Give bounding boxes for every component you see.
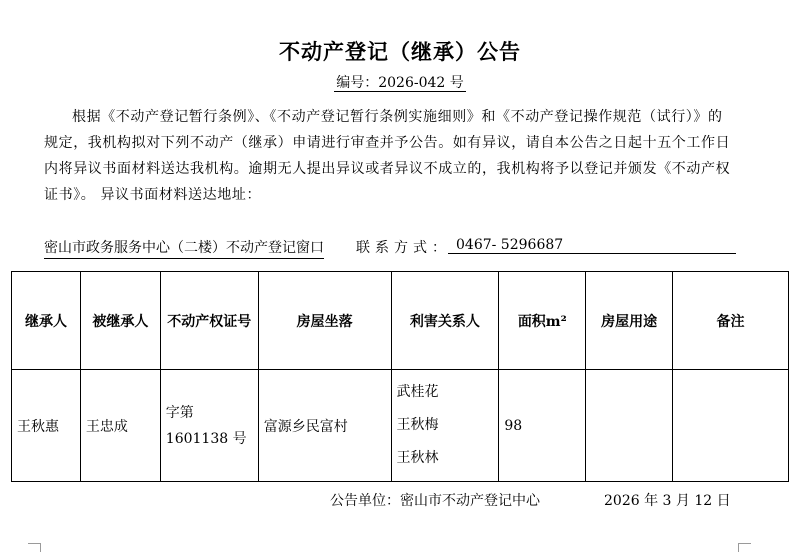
header-remark: 备注 (673, 272, 789, 370)
cell-heir: 王秋惠 (12, 370, 81, 482)
header-area: 面积m² (499, 272, 586, 370)
header-interested-parties: 利害关系人 (391, 272, 499, 370)
notice-paragraph: 根据《不动产登记暂行条例》、《不动产登记暂行条例实施细则》和《不动产登记操作规范（试行）》的规定，我机构拟对下列不动产（继承）申请进行审查并予公告。如有异议，请自本公告之日起十五个工作日内将异议书面材料送达我机构。逾期无人提出异议或者异议不成立的，我机构将予以登记并颁发《不动产权证书》。 异议书面材料送达地址： (44, 109, 731, 203)
contact-label: 联系方式： (356, 240, 451, 256)
address-line (44, 237, 734, 257)
serial-number: 编号：2026-042 号 (336, 75, 464, 91)
table-header-row (12, 272, 789, 370)
issuing-unit: 公告单位：密山市不动产登记中心 (330, 493, 540, 509)
address-value: 密山市政务服务中心（二楼）不动产登记窗口 (44, 237, 324, 259)
registration-table (11, 271, 789, 482)
header-cert-no: 不动产权证号 (160, 272, 258, 370)
cell-cert-no: 字第 1601138 号 (160, 370, 258, 482)
cell-decedent: 王忠成 (80, 370, 160, 482)
notice-body (44, 104, 734, 208)
serial-number-row (0, 72, 800, 92)
cell-interested-parties (391, 370, 499, 482)
table-row (12, 370, 789, 482)
notice-date: 2026 年 3 月 12 日 (604, 493, 731, 509)
cell-area: 98 (499, 370, 586, 482)
interested-party: 武桂花 (396, 384, 439, 400)
header-heir: 继承人 (12, 272, 81, 370)
interested-party: 王秋林 (396, 450, 439, 466)
interested-party: 王秋梅 (396, 417, 439, 433)
header-decedent: 被继承人 (80, 272, 160, 370)
cell-location: 富源乡民富村 (258, 370, 391, 482)
header-location: 房屋坐落 (258, 272, 391, 370)
notice-title: 不动产登记（继承）公告 (279, 39, 521, 64)
contact-value: 0467- 5296687 (448, 237, 736, 254)
header-usage: 房屋用途 (586, 272, 673, 370)
cell-usage (586, 370, 673, 482)
cell-remark (673, 370, 789, 482)
